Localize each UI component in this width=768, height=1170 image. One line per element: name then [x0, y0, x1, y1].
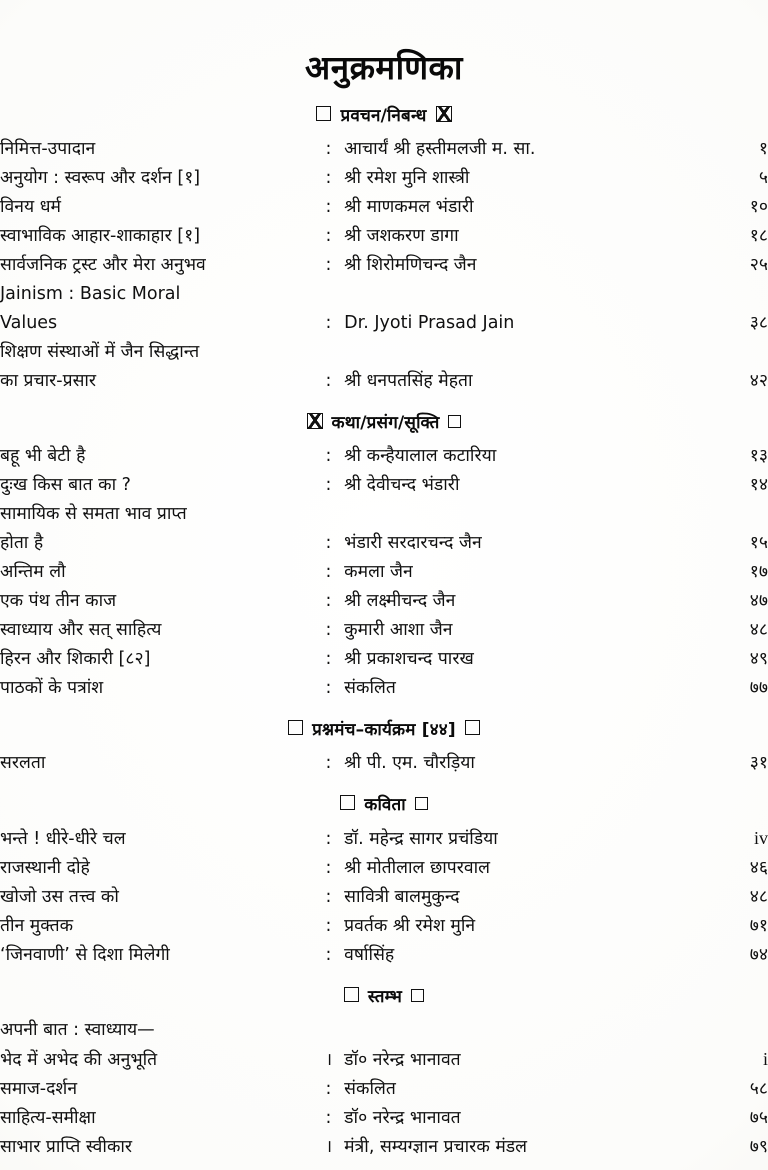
entry-author: Dr. Jyoti Prasad Jain: [344, 313, 515, 333]
section-mark-left-icon: [288, 720, 303, 735]
entry-title[interactable]: सरलता: [0, 753, 46, 773]
table-row: [0, 1016, 768, 1045]
spacer-cell: [695, 500, 768, 529]
entry-page-number[interactable]: ४८: [749, 620, 768, 640]
entry-title[interactable]: हिरन और शिकारी [८२]: [0, 649, 151, 669]
spacer-cell: [695, 1016, 768, 1045]
entry-page-number[interactable]: ७९: [749, 1137, 768, 1157]
entry-page-number[interactable]: ७४: [749, 945, 768, 965]
entry-page-number[interactable]: ३८: [749, 313, 768, 333]
section-heading-katha-prasang-sukti: [0, 396, 768, 442]
entry-title[interactable]: का प्रचार-प्रसार: [0, 371, 97, 391]
entry-title[interactable]: दुःख किस बात का ?: [0, 475, 131, 495]
entry-title[interactable]: भन्ते ! धीरे-धीरे चल: [0, 829, 126, 849]
page-title: अनुक्रमणिका: [305, 48, 463, 87]
entry-separator: ।: [325, 1137, 333, 1157]
entry-separator: :: [325, 1108, 332, 1128]
section-mark-left-icon: [316, 106, 331, 121]
table-row: [0, 883, 768, 912]
table-row: [0, 193, 768, 222]
entry-title[interactable]: साहित्य-समीक्षा: [0, 1108, 96, 1128]
entry-separator: :: [325, 168, 332, 188]
table-row: [0, 442, 768, 471]
entry-title[interactable]: अनुयोग : स्वरूप और दर्शन [१]: [0, 168, 201, 188]
entry-author: श्री देवीचन्द भंडारी: [344, 475, 460, 495]
entry-separator: :: [325, 649, 332, 669]
table-row: [0, 912, 768, 941]
section-mark-right-icon: [415, 797, 428, 810]
entry-separator: :: [325, 591, 332, 611]
entry-separator: :: [325, 313, 332, 333]
entry-author: श्री पी. एम. चौरड़िया: [344, 753, 475, 773]
entry-title[interactable]: सार्वजनिक ट्रस्ट और मेरा अनुभव: [0, 255, 206, 275]
table-row: [0, 749, 768, 778]
section-heading-pravachan-nibandh: [0, 89, 768, 135]
entry-page-number[interactable]: ७१: [749, 916, 768, 936]
entry-page-number[interactable]: ५: [758, 168, 768, 188]
entry-author: संकलित: [344, 678, 396, 698]
section-mark-right-icon: [448, 415, 461, 428]
entry-page-number[interactable]: iv: [753, 828, 768, 848]
entry-separator: :: [325, 446, 332, 466]
spacer-cell: [344, 338, 695, 367]
section-mark-left-icon: [344, 987, 359, 1002]
section-mark-left-icon: [307, 413, 323, 429]
entry-separator: :: [325, 945, 332, 965]
section-heading-label: स्तम्भ: [367, 987, 403, 1007]
table-row: [0, 338, 768, 367]
table-row: [0, 824, 768, 854]
entry-author: भंडारी सरदारचन्द जैन: [344, 533, 482, 553]
section-heading-label: प्रश्नमंच–कार्यक्रम [४४]: [312, 720, 456, 740]
toc-table-katha-prasang-sukti: [0, 442, 768, 703]
table-row: [0, 529, 768, 558]
spacer-cell: [695, 280, 768, 309]
toc-table-pravachan-nibandh: [0, 135, 768, 396]
entry-author: सावित्री बालमुकुन्द: [344, 887, 460, 907]
section-mark-right-icon: [411, 989, 424, 1002]
entry-title[interactable]: Values: [0, 313, 58, 333]
table-row: [0, 251, 768, 280]
entry-page-number[interactable]: १५: [749, 533, 768, 553]
entry-separator: :: [325, 197, 332, 217]
entry-page-number[interactable]: ७७: [749, 678, 768, 698]
entry-title[interactable]: भेद में अभेद की अनुभूति: [0, 1050, 158, 1070]
section-mark-right-icon: [465, 720, 480, 735]
table-row: [0, 645, 768, 674]
spacer-cell: [344, 280, 695, 309]
spacer-cell: [325, 500, 344, 529]
table-row: [0, 309, 768, 338]
table-row: [0, 367, 768, 396]
section-heading-label: प्रवचन/निबन्ध: [340, 106, 427, 126]
entry-page-number[interactable]: ४९: [749, 649, 768, 669]
entry-author: डॉ० नरेन्द्र भानावत: [344, 1108, 461, 1128]
table-row: [0, 500, 768, 529]
entry-author: श्री जशकरण डागा: [344, 226, 459, 246]
entry-author: श्री लक्ष्मीचन्द जैन: [344, 591, 456, 611]
spacer-cell: [344, 500, 695, 529]
entry-author: श्री माणकमल भंडारी: [344, 197, 474, 217]
entry-page-number[interactable]: ४२: [749, 371, 768, 391]
entry-title[interactable]: तीन मुक्तक: [0, 916, 74, 936]
entry-page-number[interactable]: १७: [749, 562, 768, 582]
table-row: [0, 1133, 768, 1162]
entry-separator: ।: [325, 1050, 333, 1070]
entry-author: मंत्री, सम्यग्ज्ञान प्रचारक मंडल: [344, 1137, 528, 1157]
table-row: [0, 471, 768, 500]
table-row: [0, 280, 768, 309]
entry-separator: :: [325, 1079, 332, 1099]
toc-table-stambh: [0, 1016, 768, 1162]
table-row: [0, 616, 768, 645]
spacer-cell: [325, 1016, 344, 1045]
entry-separator: :: [325, 829, 332, 849]
entry-title[interactable]: राजस्थानी दोहे: [0, 858, 90, 878]
entry-page-number[interactable]: ३१: [749, 753, 768, 773]
entry-title[interactable]: एक पंथ तीन काज: [0, 591, 117, 611]
entry-page-number[interactable]: ४७: [749, 591, 768, 611]
section-heading-stambh: [0, 970, 768, 1016]
entry-title-line1: सामायिक से समता भाव प्राप्त: [0, 504, 187, 524]
entry-title[interactable]: स्वाध्याय और सत् साहित्य: [0, 620, 162, 640]
entry-page-number[interactable]: ४६: [749, 858, 768, 878]
table-row: [0, 558, 768, 587]
entry-title[interactable]: बहू भी बेटी है: [0, 446, 86, 466]
table-row: [0, 1104, 768, 1133]
entry-page-number[interactable]: १: [758, 139, 768, 159]
entry-author: कमला जैन: [344, 562, 413, 582]
table-row: [0, 587, 768, 616]
table-row: [0, 222, 768, 251]
section-heading-kavita: [0, 778, 768, 824]
entry-separator: :: [325, 562, 332, 582]
section-mark-right-icon: [436, 106, 452, 122]
entry-title[interactable]: निमित्त-उपादान: [0, 139, 96, 159]
spacer-cell: [344, 1016, 695, 1045]
table-row: [0, 1045, 768, 1075]
entry-separator: :: [325, 255, 332, 275]
section-heading-prashnamanch-karyakram: [0, 703, 768, 749]
entry-page-number[interactable]: i: [762, 1049, 768, 1069]
entry-separator: :: [325, 533, 332, 553]
spacer-cell: [325, 280, 344, 309]
entry-author: डॉ० नरेन्द्र भानावत: [344, 1050, 461, 1070]
entry-author: संकलित: [344, 1079, 396, 1099]
entry-title[interactable]: ‘जिनवाणी’ से दिशा मिलेगी: [0, 945, 170, 965]
entry-author: श्री धनपतसिंह मेहता: [344, 371, 473, 391]
entry-author: श्री शिरोमणिचन्द जैन: [344, 255, 477, 275]
table-row: [0, 674, 768, 703]
section-heading-label: कथा/प्रसंग/सूक्ति: [331, 413, 440, 433]
entry-separator: :: [325, 620, 332, 640]
entry-author: कुमारी आशा जैन: [344, 620, 453, 640]
entry-separator: :: [325, 139, 332, 159]
entry-title[interactable]: समाज-दर्शन: [0, 1079, 78, 1099]
entry-separator: :: [325, 916, 332, 936]
entry-author: डॉ. महेन्द्र सागर प्रचंडिया: [344, 829, 498, 849]
table-row: [0, 941, 768, 970]
entry-title[interactable]: खोजो उस तत्त्व को: [0, 887, 119, 907]
toc-table-prashnamanch-karyakram: [0, 749, 768, 778]
entry-separator: :: [325, 858, 332, 878]
entry-page-number[interactable]: १३: [749, 446, 768, 466]
entry-title[interactable]: पाठकों के पत्रांश: [0, 678, 104, 698]
entry-page-number[interactable]: ७५: [749, 1108, 768, 1128]
section-heading-label: कविता: [364, 795, 406, 815]
sections-container: [0, 89, 768, 1162]
entry-author: श्री रमेश मुनि शास्त्री: [344, 168, 470, 188]
entry-author: वर्षासिंह: [344, 945, 395, 965]
entry-author: श्री प्रकाशचन्द पारख: [344, 649, 474, 669]
entry-author: आचार्यं श्री हस्तीमलजी म. सा.: [344, 139, 536, 159]
entry-separator: :: [325, 475, 332, 495]
entry-separator: :: [325, 371, 332, 391]
entry-title[interactable]: स्वाभाविक आहार-शाकाहार [१]: [0, 226, 201, 246]
entry-author: श्री कन्हैयालाल कटारिया: [344, 446, 497, 466]
entry-page-number[interactable]: ४८: [749, 887, 768, 907]
section-mark-left-icon: [340, 795, 355, 810]
entry-separator: :: [325, 753, 332, 773]
entry-page-number[interactable]: १४: [749, 475, 768, 495]
entry-title-line1: अपनी बात : स्वाध्याय—: [0, 1020, 155, 1040]
entry-page-number[interactable]: १८: [749, 226, 768, 246]
table-row: [0, 1075, 768, 1104]
entry-page-number[interactable]: २५: [749, 255, 768, 275]
spacer-cell: [695, 338, 768, 367]
entry-title[interactable]: होता है: [0, 533, 44, 553]
entry-author: प्रवर्तक श्री रमेश मुनि: [344, 916, 476, 936]
entry-title[interactable]: विनय धर्म: [0, 197, 61, 217]
entry-page-number[interactable]: ५८: [749, 1079, 768, 1099]
table-row: [0, 854, 768, 883]
table-row: [0, 135, 768, 164]
entry-title[interactable]: अन्तिम लौ: [0, 562, 66, 582]
entry-page-number[interactable]: १०: [749, 197, 768, 217]
entry-title-line1: शिक्षण संस्थाओं में जैन सिद्धान्त: [0, 342, 200, 362]
entry-title-line1: Jainism : Basic Moral: [0, 284, 181, 304]
spacer-cell: [325, 338, 344, 367]
entry-author: श्री मोतीलाल छापरवाल: [344, 858, 491, 878]
entry-separator: :: [325, 226, 332, 246]
toc-table-kavita: [0, 824, 768, 970]
entry-title[interactable]: साभार प्राप्ति स्वीकार: [0, 1137, 133, 1157]
table-row: [0, 164, 768, 193]
entry-separator: :: [325, 887, 332, 907]
entry-separator: :: [325, 678, 332, 698]
